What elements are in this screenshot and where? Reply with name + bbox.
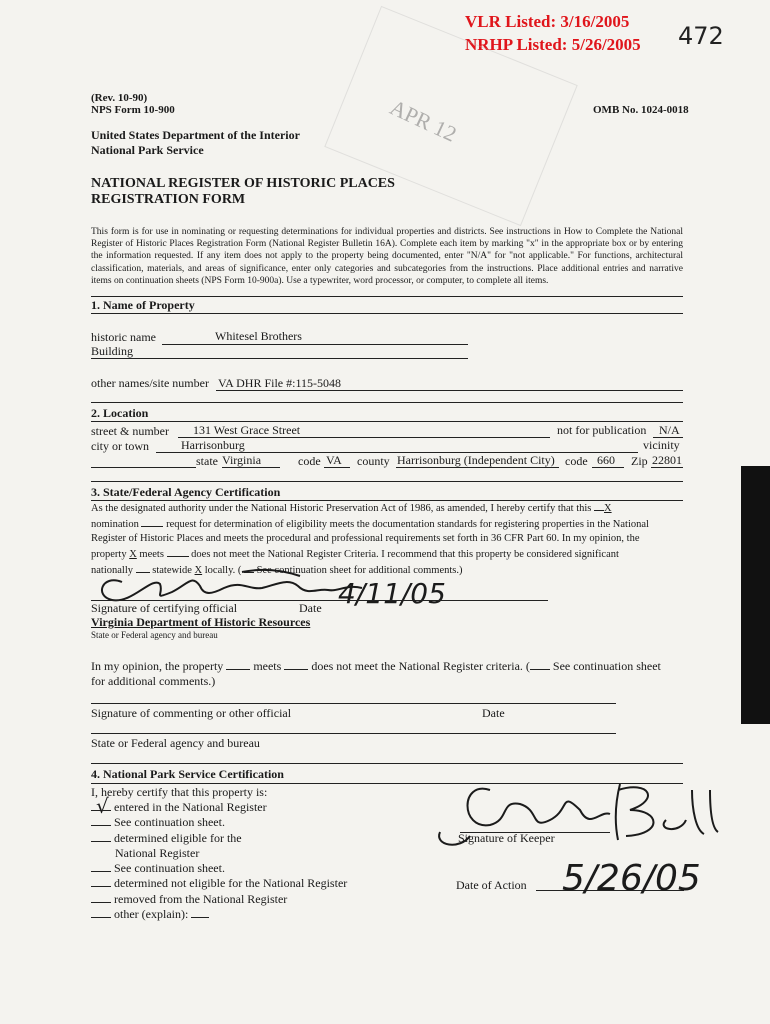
other-names-value: VA DHR File #:115-5048 xyxy=(218,376,342,390)
section-3-heading: 3. State/Federal Agency Certification xyxy=(91,485,281,499)
nps-status-item: removed from the National Register xyxy=(91,892,347,907)
zip-label: Zip xyxy=(631,454,648,468)
state-value: Virginia xyxy=(222,453,262,467)
street-label: street & number xyxy=(91,424,169,438)
form-title: NATIONAL REGISTER OF HISTORIC PLACES xyxy=(91,176,395,191)
form-number: NPS Form 10-900 xyxy=(91,104,175,116)
state-code-label: code xyxy=(298,454,321,468)
certification-date-handwritten: 4/11/05 xyxy=(338,577,446,610)
date-of-action-handwritten: 5/26/05 xyxy=(562,858,701,899)
opinion-continuation: for additional comments.) xyxy=(91,674,216,688)
county-code-label: code xyxy=(565,454,588,468)
other-names-label: other names/site number xyxy=(91,376,209,390)
opinion-statement: In my opinion, the property meets does not meet the National Register criteria. ( See continuation sheet xyxy=(91,659,661,673)
section-2-heading: 2. Location xyxy=(91,406,149,420)
county-label: county xyxy=(357,454,390,468)
state-label: state xyxy=(196,454,218,468)
nps-status-item: entered in the National Register xyxy=(91,800,347,815)
nps-status-item: determined not eligible for the National Register xyxy=(91,876,347,891)
handwritten-number: 472 xyxy=(678,22,724,50)
not-for-publication-label: not for publication xyxy=(557,423,647,437)
state-code-value: VA xyxy=(326,453,342,467)
historic-name-value: Whitesel Brothers xyxy=(215,329,302,343)
form-subtitle: REGISTRATION FORM xyxy=(91,192,246,207)
nps-status-item: See continuation sheet. xyxy=(91,815,347,830)
check-mark-icon: √ xyxy=(96,794,109,818)
not-for-publication-value: N/A xyxy=(659,423,680,437)
commenting-signature-label: Signature of commenting or other official xyxy=(91,706,292,720)
nps-status-item: See continuation sheet. xyxy=(91,861,347,876)
commenting-date-label: Date xyxy=(482,706,505,720)
section-1-heading: 1. Name of Property xyxy=(91,298,195,312)
county-value: Harrisonburg (Independent City) xyxy=(397,453,555,467)
historic-name-label: historic name xyxy=(91,330,156,344)
omb-number: OMB No. 1024-0018 xyxy=(593,104,689,116)
certification-statement: As the designated authority under the National Historic Preservation Act of 1986, as amended, I hereby certify that this X nomination request for determination of eligibility meets the documentation standards for registering properties in the National Register of Historic Places and meets the procedural and professional requirements set forth in 36 CFR Part 60. In my opinion, the property X meets does not meet the National Register Criteria. I recommend that this property be considered significant nationally statewide X locally. ( See continuation sheet for additional comments.) xyxy=(91,500,683,578)
nps-status-item: other (explain): xyxy=(91,907,347,922)
stamp-date: APR 12 xyxy=(386,94,461,147)
historic-name-value-line-2: Building xyxy=(91,344,134,358)
nps-certify-intro: I, hereby certify that this property is: xyxy=(91,785,268,799)
county-code-value: 660 xyxy=(597,453,615,467)
city-label: city or town xyxy=(91,439,149,453)
street-value: 131 West Grace Street xyxy=(193,423,301,437)
date-of-action-label: Date of Action xyxy=(456,878,527,892)
nps-status-list xyxy=(91,800,347,922)
zip-value: 22801 xyxy=(652,453,682,467)
keeper-signature-label: Signature of Keeper xyxy=(458,831,555,845)
nps-status-item: National Register xyxy=(115,845,200,860)
scan-edge-shadow xyxy=(741,466,770,724)
service-name: National Park Service xyxy=(91,143,204,157)
agency-bureau-label: State or Federal agency and bureau xyxy=(91,630,218,640)
vicinity-label: vicinity xyxy=(643,438,680,452)
certifying-agency: Virginia Department of Historic Resources xyxy=(91,615,311,629)
commenting-agency-label: State or Federal agency and bureau xyxy=(91,736,260,750)
certifying-date-label: Date xyxy=(299,601,322,615)
revision-label: (Rev. 10-90) xyxy=(91,92,148,104)
department-name: United States Department of the Interior xyxy=(91,128,300,142)
city-value: Harrisonburg xyxy=(181,438,245,452)
certifying-signature-label: Signature of certifying official xyxy=(91,601,238,615)
vlr-listed-note: VLR Listed: 3/16/2005 xyxy=(465,12,630,31)
section-4-heading: 4. National Park Service Certification xyxy=(91,767,284,781)
form-instructions: This form is for use in nominating or requesting determinations for individual properties and districts. See instructions in How to Complete the National Register of Historic Places Registration Form (National Register Bulletin 16A). Complete each item by marking "x" in the appropriate box or by entering the information requested. If any item does not apply to the property being documented, enter "N/A" for "not applicable." For functions, architectural classification, materials, and areas of significance, enter only categories and subcategories from the instructions. Place additional entries and narrative items on continuation sheets (NPS Form 10-900a). Use a typewriter, word processor, or computer, to complete all items. xyxy=(91,227,683,286)
nrhp-listed-note: NRHP Listed: 5/26/2005 xyxy=(465,35,641,54)
nps-status-item: determined eligible for the xyxy=(91,831,347,846)
